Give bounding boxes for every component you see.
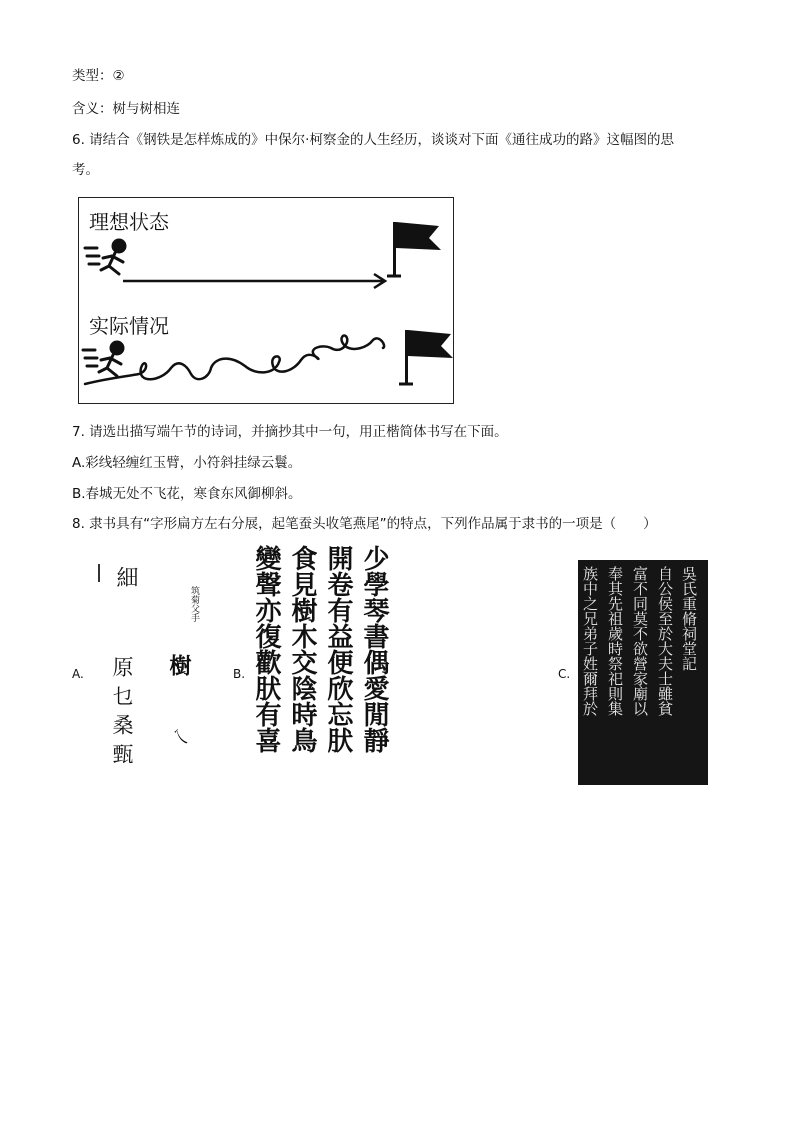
calligraphy-a-col-left-top: 細: [113, 566, 138, 588]
calligraphy-c: [578, 560, 708, 785]
flag-icon-bottom: [399, 330, 453, 384]
calligraphy-c-col-2: 自公侯至於大夫士雖貧: [656, 566, 674, 716]
question-7: 7. 请选出描写端午节的诗词，并摘抄其中一句，用正楷简体书写在下面。: [72, 424, 508, 440]
calligraphy-a-signature: 筑菊父手: [189, 586, 199, 622]
winding-path: [85, 336, 384, 384]
question-8: 8. 隶书具有“字形扁方左右分展，起笔蚕头收笔燕尾”的特点，下列作品属于隶书的一项是（ ）: [72, 516, 657, 532]
calligraphy-c-col-3: 富不同莫不欲營家廟以: [631, 566, 649, 716]
calligraphy-b-col-4: 變聲亦復歡肰有喜: [251, 545, 281, 753]
question-7-option-a: A.彩线轻缠红玉臂，小符斜挂绿云鬟。: [72, 455, 302, 471]
calligraphy-b: [250, 545, 390, 800]
ideal-state-label: 理想状态: [89, 210, 169, 234]
calligraphy-b-col-2: 開卷有益便欣忘肰: [323, 545, 353, 753]
calligraphy-a-col-left-bottom: 原乜桑甄: [110, 656, 134, 772]
calligraphy-a-col-right-bottom: 乀: [170, 728, 189, 744]
question-6-line2: 考。: [72, 162, 99, 178]
calligraphy-a: [92, 558, 204, 783]
question-7-option-b: B.春城无处不飞花，寒食东风御柳斜。: [72, 486, 302, 502]
option-a-label: A.: [72, 667, 84, 681]
calligraphy-b-col-3: 食見樹木交陰時鳥: [287, 545, 317, 753]
success-path-diagram: [78, 197, 454, 404]
diagram-drawing: [79, 198, 453, 403]
actual-situation-label: 实际情况: [89, 314, 169, 338]
calligraphy-c-col-1: 吳氏重脩祠堂記: [680, 566, 698, 671]
meaning-line: 含义：树与树相连: [72, 101, 180, 117]
flag-icon-top: [387, 222, 441, 276]
ink-mark: [98, 564, 100, 582]
calligraphy-c-col-4: 奉其先祖歲時祭祀則集: [606, 566, 624, 716]
calligraphy-c-col-5: 族中之兄弟子姓爾拜於: [581, 566, 599, 716]
calligraphy-a-col-right-top: 樹: [166, 654, 192, 676]
straight-arrow: [123, 274, 385, 288]
runner-icon-bottom: [83, 342, 123, 376]
runner-icon-top: [85, 240, 125, 274]
question-6-line1: 6. 请结合《钢铁是怎样炼成的》中保尔·柯察金的人生经历，谈谈对下面《通往成功的路》这幅图的思: [72, 132, 674, 148]
type-line: 类型：②: [72, 68, 125, 84]
calligraphy-b-col-1: 少學琴書偶愛閒靜: [359, 545, 389, 753]
option-c-label: C.: [558, 667, 571, 681]
option-b-label: B.: [233, 667, 246, 681]
